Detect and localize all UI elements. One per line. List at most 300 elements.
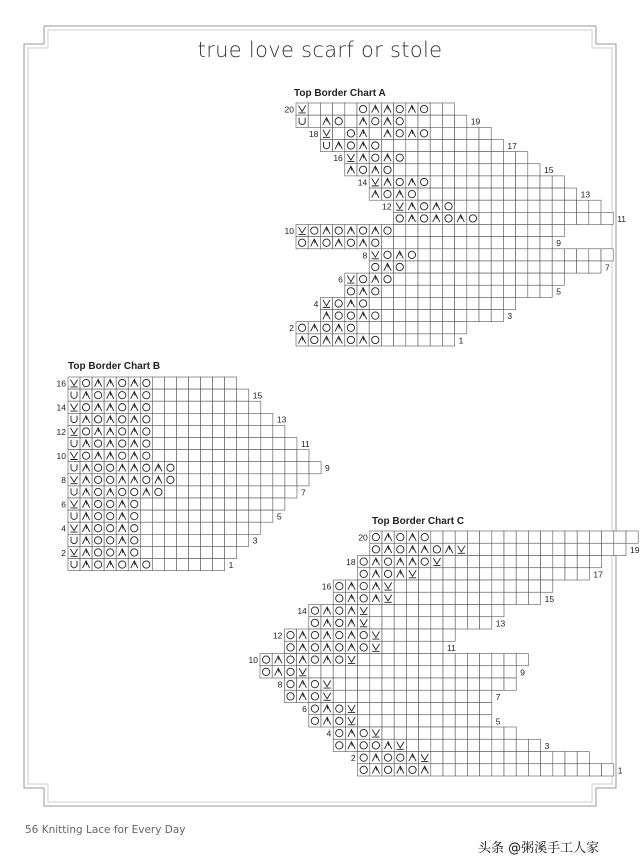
chart-cell xyxy=(382,654,394,666)
chart-row xyxy=(326,727,516,739)
chart-cell xyxy=(345,139,357,151)
chart-cell xyxy=(320,139,332,151)
chart-cell xyxy=(369,139,381,151)
chart-cell xyxy=(479,188,491,200)
chart-cell xyxy=(528,212,540,224)
chart-cell xyxy=(516,568,528,580)
chart-c-grid xyxy=(249,531,640,776)
chart-cell xyxy=(394,212,406,224)
chart-cell xyxy=(164,546,176,558)
chart-cell xyxy=(213,559,225,571)
row-number-label: 6 xyxy=(338,274,343,285)
chart-cell xyxy=(225,450,237,462)
chart-cell xyxy=(308,103,320,115)
chart-cell xyxy=(309,641,321,653)
chart-cell xyxy=(176,425,188,437)
chart-cell xyxy=(237,510,249,522)
chart-cell xyxy=(419,654,431,666)
chart-cell xyxy=(431,654,443,666)
chart-cell xyxy=(406,605,418,617)
chart-cell xyxy=(480,568,492,580)
chart-cell xyxy=(308,225,320,237)
chart-cell xyxy=(455,605,467,617)
chart-cell xyxy=(358,580,370,592)
chart-cell xyxy=(406,641,418,653)
chart-cell xyxy=(140,450,152,462)
chart-cell xyxy=(273,486,285,498)
chart-cell xyxy=(528,752,540,764)
chart-cell xyxy=(479,273,491,285)
chart-cell xyxy=(614,531,626,543)
row-number-label: 2 xyxy=(289,323,294,334)
chart-cell xyxy=(467,556,479,568)
chart-cell xyxy=(552,200,564,212)
chart-cell xyxy=(309,666,321,678)
chart-cell xyxy=(358,727,370,739)
chart-cell xyxy=(419,641,431,653)
chart-cell xyxy=(369,297,381,309)
chart-cell xyxy=(296,322,308,334)
chart-row xyxy=(358,568,604,580)
chart-cell xyxy=(273,438,285,450)
chart-cell xyxy=(382,641,394,653)
chart-cell xyxy=(504,531,516,543)
chart-cell xyxy=(128,546,140,558)
chart-cell xyxy=(358,629,370,641)
chart-cell xyxy=(333,103,345,115)
chart-cell xyxy=(540,225,552,237)
chart-cell xyxy=(503,152,515,164)
chart-cell xyxy=(455,127,467,139)
chart-cell xyxy=(467,188,479,200)
chart-row xyxy=(57,401,261,413)
chart-cell xyxy=(68,534,80,546)
chart-cell xyxy=(273,474,285,486)
chart-cell xyxy=(492,739,504,751)
row-number-label: 3 xyxy=(544,740,550,751)
chart-cell xyxy=(92,474,104,486)
chart-cell xyxy=(442,297,454,309)
chart-cell xyxy=(431,617,443,629)
chart-cell xyxy=(431,629,443,641)
chart-cell xyxy=(92,389,104,401)
chart-cell xyxy=(431,568,443,580)
chart-cell xyxy=(370,739,382,751)
chart-cell xyxy=(455,261,467,273)
chart-cell xyxy=(394,531,406,543)
chart-cell xyxy=(467,592,479,604)
chart-cell xyxy=(201,438,213,450)
chart-cell xyxy=(357,225,369,237)
chart-cell xyxy=(492,752,504,764)
chart-cell xyxy=(285,450,297,462)
chart-cell xyxy=(467,200,479,212)
chart-cell xyxy=(431,531,443,543)
chart-cell xyxy=(491,200,503,212)
chart-cell xyxy=(164,401,176,413)
chart-cell xyxy=(309,462,321,474)
chart-cell xyxy=(201,389,213,401)
chart-cell xyxy=(92,559,104,571)
chart-row xyxy=(285,103,455,115)
chart-cell xyxy=(333,654,345,666)
chart-cell xyxy=(249,522,261,534)
chart-cell xyxy=(479,261,491,273)
chart-cell xyxy=(491,237,503,249)
chart-cell xyxy=(333,727,345,739)
chart-cell xyxy=(237,534,249,546)
chart-cell xyxy=(455,703,467,715)
chart-cell xyxy=(152,498,164,510)
chart-cell xyxy=(382,727,394,739)
chart-cell xyxy=(189,510,201,522)
chart-cell xyxy=(333,703,345,715)
chart-cell xyxy=(249,413,261,425)
chart-cell xyxy=(285,486,297,498)
chart-cell xyxy=(418,297,430,309)
chart-cell xyxy=(237,522,249,534)
chart-cell xyxy=(467,273,479,285)
chart-cell xyxy=(140,413,152,425)
chart-cell xyxy=(431,764,443,776)
chart-c-title: Top Border Chart C xyxy=(372,516,465,527)
chart-cell xyxy=(467,139,479,151)
chart-cell xyxy=(455,666,467,678)
chart-cell xyxy=(140,389,152,401)
chart-cell xyxy=(442,115,454,127)
row-number-label: 17 xyxy=(593,569,603,580)
chart-cell xyxy=(419,592,431,604)
chart-cell xyxy=(443,580,455,592)
chart-cell xyxy=(394,617,406,629)
chart-cell xyxy=(406,580,418,592)
chart-cell xyxy=(225,510,237,522)
chart-cell xyxy=(418,261,430,273)
chart-cell xyxy=(201,425,213,437)
chart-cell xyxy=(480,654,492,666)
chart-cell xyxy=(516,285,528,297)
chart-cell xyxy=(164,534,176,546)
chart-cell xyxy=(176,486,188,498)
chart-cell xyxy=(284,629,296,641)
chart-cell xyxy=(333,617,345,629)
chart-cell xyxy=(492,727,504,739)
chart-cell xyxy=(406,297,418,309)
chart-row xyxy=(296,334,464,346)
chart-cell xyxy=(189,413,201,425)
chart-cell xyxy=(552,273,564,285)
chart-cell xyxy=(602,543,614,555)
chart-cell xyxy=(128,534,140,546)
chart-cell xyxy=(565,556,577,568)
chart-cell xyxy=(516,752,528,764)
chart-cell xyxy=(418,103,430,115)
chart-cell xyxy=(189,401,201,413)
chart-cell xyxy=(394,285,406,297)
chart-cell xyxy=(418,127,430,139)
chart-cell xyxy=(491,139,503,151)
row-number-label: 15 xyxy=(544,593,555,604)
chart-cell xyxy=(455,115,467,127)
chart-cell xyxy=(394,654,406,666)
chart-cell xyxy=(480,666,492,678)
chart-cell xyxy=(152,510,164,522)
chart-cell xyxy=(589,531,601,543)
chart-row xyxy=(57,425,285,437)
row-number-label: 5 xyxy=(276,511,282,522)
chart-cell xyxy=(455,690,467,702)
chart-cell xyxy=(577,531,589,543)
chart-cell xyxy=(285,474,297,486)
chart-cell xyxy=(369,237,381,249)
chart-cell xyxy=(333,310,345,322)
chart-cell xyxy=(528,568,540,580)
chart-cell xyxy=(225,498,237,510)
chart-cell xyxy=(345,690,357,702)
chart-cell xyxy=(284,678,296,690)
chart-cell xyxy=(479,297,491,309)
chart-cell xyxy=(406,237,418,249)
chart-cell xyxy=(589,764,601,776)
chart-cell xyxy=(442,334,454,346)
chart-cell xyxy=(443,629,455,641)
chart-cell xyxy=(553,531,565,543)
chart-cell xyxy=(564,261,576,273)
chart-cell xyxy=(577,543,589,555)
row-number-label: 20 xyxy=(358,532,368,543)
chart-cell xyxy=(418,152,430,164)
row-number-label: 4 xyxy=(313,298,319,309)
chart-cell xyxy=(503,176,515,188)
chart-cell xyxy=(467,164,479,176)
chart-cell xyxy=(370,678,382,690)
chart-cell xyxy=(553,752,565,764)
chart-cell xyxy=(225,486,237,498)
chart-cell xyxy=(358,715,370,727)
chart-cell xyxy=(249,510,261,522)
chart-cell xyxy=(406,739,418,751)
chart-cell xyxy=(152,546,164,558)
chart-cell xyxy=(213,474,225,486)
chart-cell xyxy=(577,200,589,212)
chart-row xyxy=(260,666,525,678)
chart-cell xyxy=(394,629,406,641)
chart-row xyxy=(322,580,553,592)
chart-cell xyxy=(419,617,431,629)
chart-cell xyxy=(552,212,564,224)
chart-cell xyxy=(394,225,406,237)
chart-cell xyxy=(225,546,237,558)
chart-cell xyxy=(345,322,357,334)
chart-cell xyxy=(320,103,332,115)
chart-cell xyxy=(116,486,128,498)
chart-cell xyxy=(467,617,479,629)
chart-cell xyxy=(442,139,454,151)
chart-cell xyxy=(273,425,285,437)
row-number-label: 8 xyxy=(362,250,368,261)
chart-cell xyxy=(382,605,394,617)
chart-row xyxy=(285,225,565,237)
chart-cell xyxy=(406,285,418,297)
chart-cell xyxy=(285,438,297,450)
chart-cell xyxy=(455,727,467,739)
chart-row xyxy=(289,322,467,334)
chart-cell xyxy=(176,522,188,534)
chart-cell xyxy=(68,389,80,401)
chart-cell xyxy=(504,666,516,678)
chart-cell xyxy=(237,498,249,510)
chart-cell xyxy=(406,592,418,604)
row-number-label: 19 xyxy=(470,116,481,127)
chart-cell xyxy=(492,666,504,678)
chart-cell xyxy=(601,212,613,224)
chart-cell xyxy=(431,727,443,739)
chart-cell xyxy=(140,546,152,558)
chart-cell xyxy=(297,474,309,486)
chart-cell xyxy=(357,297,369,309)
chart-cell xyxy=(516,176,528,188)
chart-row xyxy=(278,678,517,690)
chart-cell xyxy=(467,285,479,297)
chart-cell xyxy=(565,752,577,764)
chart-cell xyxy=(68,559,80,571)
chart-cell xyxy=(237,389,249,401)
chart-cell xyxy=(455,568,467,580)
chart-cell xyxy=(503,225,515,237)
chart-cell xyxy=(443,752,455,764)
chart-cell xyxy=(442,176,454,188)
chart-cell xyxy=(467,580,479,592)
chart-cell xyxy=(225,474,237,486)
chart-row xyxy=(370,543,640,555)
chart-cell xyxy=(455,715,467,727)
chart-cell xyxy=(140,425,152,437)
row-number-label: 16 xyxy=(333,153,343,164)
chart-cell xyxy=(443,739,455,751)
chart-cell xyxy=(443,592,455,604)
chart-cell xyxy=(528,261,540,273)
chart-cell xyxy=(333,297,345,309)
chart-cell xyxy=(284,641,296,653)
chart-cell xyxy=(152,438,164,450)
chart-cell xyxy=(589,249,601,261)
chart-cell xyxy=(443,727,455,739)
chart-cell xyxy=(455,297,467,309)
chart-cell xyxy=(176,559,188,571)
chart-cell xyxy=(297,450,309,462)
chart-cell xyxy=(80,377,92,389)
chart-cell xyxy=(213,425,225,437)
chart-cell xyxy=(467,249,479,261)
chart-cell xyxy=(394,592,406,604)
chart-cell xyxy=(540,176,552,188)
chart-cell xyxy=(431,703,443,715)
chart-cell xyxy=(128,486,140,498)
chart-cell xyxy=(140,534,152,546)
chart-cell xyxy=(516,739,528,751)
row-number-label: 14 xyxy=(357,177,368,188)
chart-cell xyxy=(467,225,479,237)
chart-cell xyxy=(455,273,467,285)
chart-cell xyxy=(565,568,577,580)
chart-cell xyxy=(213,389,225,401)
chart-cell xyxy=(406,690,418,702)
chart-cell xyxy=(467,752,479,764)
chart-cell xyxy=(467,310,479,322)
chart-cell xyxy=(381,273,393,285)
chart-cell xyxy=(406,188,418,200)
chart-cell xyxy=(189,522,201,534)
chart-cell xyxy=(370,666,382,678)
chart-cell xyxy=(430,310,442,322)
chart-cell xyxy=(309,654,321,666)
chart-cell xyxy=(152,486,164,498)
chart-cell xyxy=(455,531,467,543)
chart-cell xyxy=(237,438,249,450)
chart-cell xyxy=(406,654,418,666)
chart-cell xyxy=(261,425,273,437)
chart-cell xyxy=(225,425,237,437)
row-number-label: 12 xyxy=(272,630,283,641)
chart-cell xyxy=(443,764,455,776)
chart-cell xyxy=(201,462,213,474)
chart-cell xyxy=(128,498,140,510)
chart-cell xyxy=(430,334,442,346)
row-number-label: 1 xyxy=(458,335,464,346)
chart-cell xyxy=(68,486,80,498)
chart-cell xyxy=(467,690,479,702)
chart-cell xyxy=(249,462,261,474)
chart-cell xyxy=(504,678,516,690)
chart-cell xyxy=(443,531,455,543)
chart-cell xyxy=(503,285,515,297)
row-number-label: 8 xyxy=(61,475,66,486)
chart-cell xyxy=(431,752,443,764)
chart-cell xyxy=(80,425,92,437)
chart-cell xyxy=(467,261,479,273)
chart-row xyxy=(284,690,500,702)
chart-cell xyxy=(116,450,128,462)
chart-cell xyxy=(442,200,454,212)
chart-cell xyxy=(213,498,225,510)
chart-cell xyxy=(358,641,370,653)
chart-cell xyxy=(369,322,381,334)
chart-cell xyxy=(406,152,418,164)
chart-cell xyxy=(164,559,176,571)
chart-cell xyxy=(358,739,370,751)
chart-cell xyxy=(382,703,394,715)
chart-cell xyxy=(92,413,104,425)
chart-cell xyxy=(394,322,406,334)
chart-cell xyxy=(249,401,261,413)
chart-cell xyxy=(104,534,116,546)
row-number-label: 9 xyxy=(520,667,525,678)
chart-cell xyxy=(492,543,504,555)
chart-cell xyxy=(541,752,553,764)
chart-cell xyxy=(394,273,406,285)
chart-cell xyxy=(285,462,297,474)
row-number-label: 6 xyxy=(61,499,66,510)
chart-cell xyxy=(540,261,552,273)
row-number-label: 6 xyxy=(302,704,307,715)
chart-cell xyxy=(455,556,467,568)
chart-cell xyxy=(164,486,176,498)
chart-cell xyxy=(152,377,164,389)
chart-cell xyxy=(189,486,201,498)
chart-cell xyxy=(614,543,626,555)
chart-cell xyxy=(237,425,249,437)
chart-cell xyxy=(540,285,552,297)
